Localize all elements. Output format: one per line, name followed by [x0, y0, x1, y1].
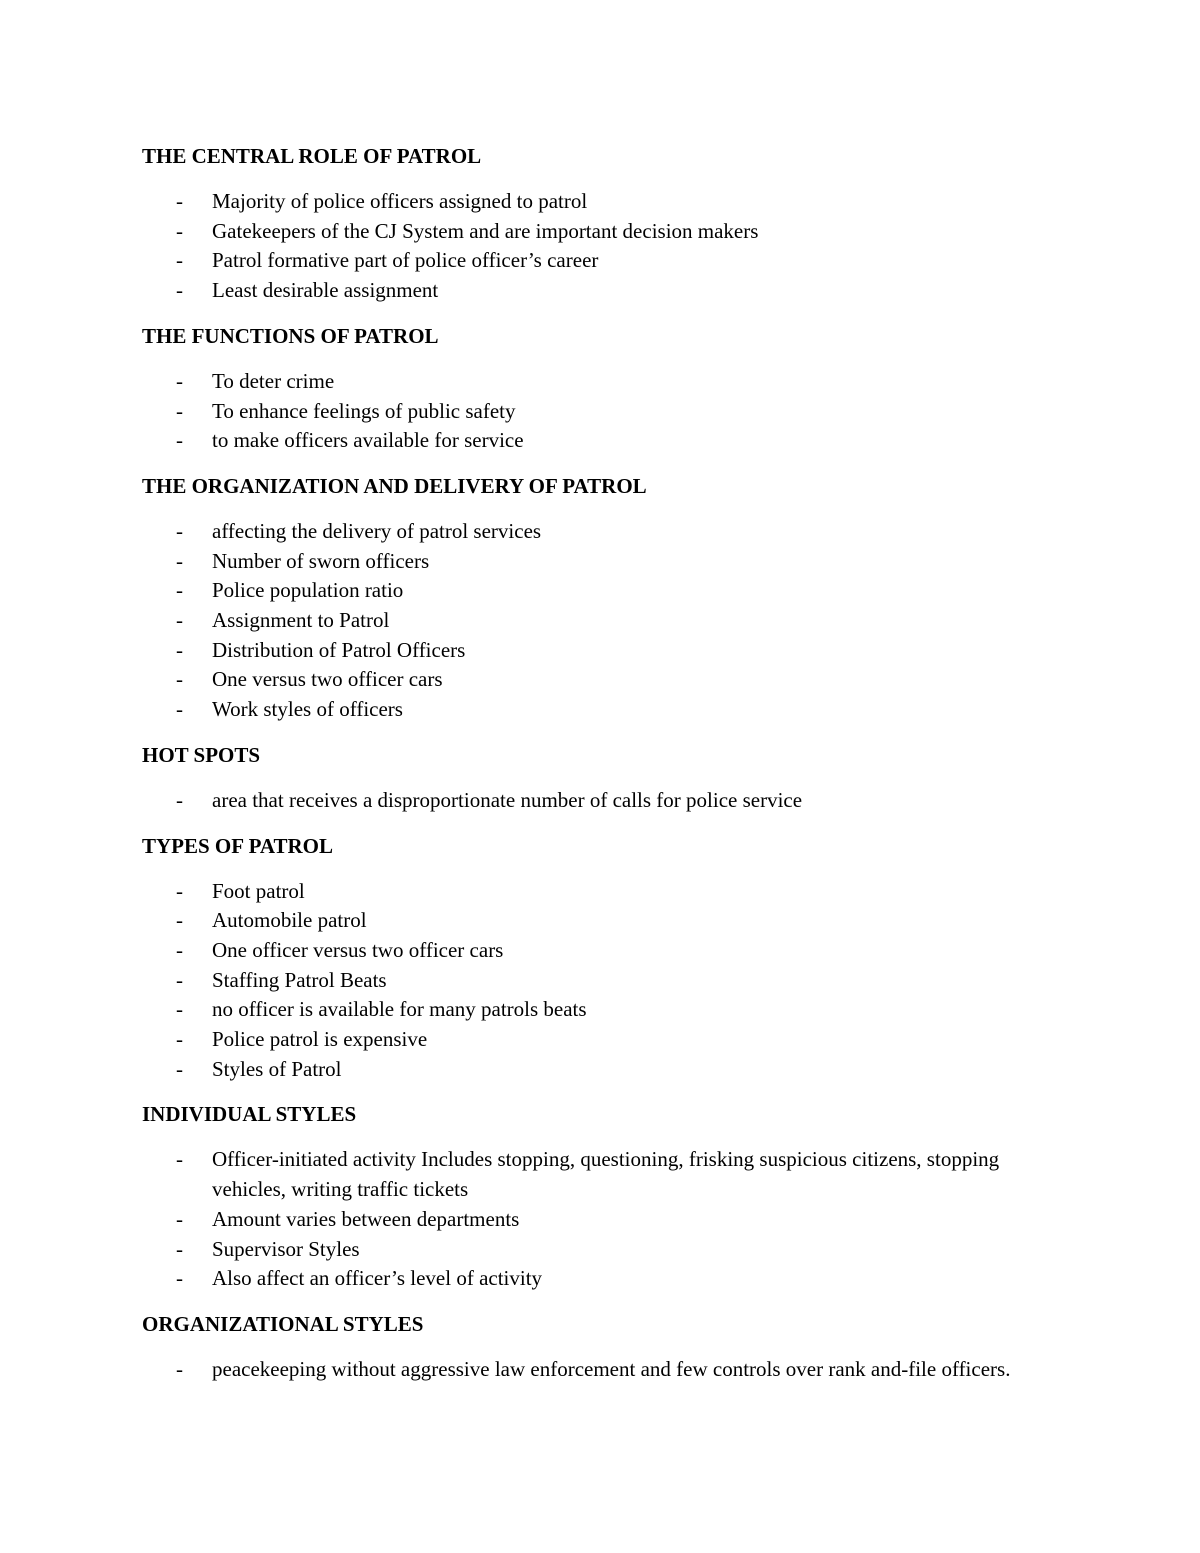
- dash-bullet: -: [176, 908, 183, 933]
- dash-bullet: -: [176, 518, 183, 543]
- section-functions: [142, 322, 1050, 456]
- list-item: - to make officers available for service: [142, 426, 1050, 456]
- list-item: - area that receives a disproportionate number of calls for police service: [142, 786, 1050, 816]
- list-item: - Also affect an officer’s level of activity: [142, 1264, 1050, 1294]
- dash-bullet: -: [176, 1356, 183, 1381]
- list-item: - One versus two officer cars: [142, 665, 1050, 695]
- bullet-list: [142, 877, 1050, 1085]
- list-item: - Foot patrol: [142, 877, 1050, 907]
- list-item: - Police population ratio: [142, 576, 1050, 606]
- list-item: - To deter crime: [142, 367, 1050, 397]
- dash-bullet: -: [176, 967, 183, 992]
- dash-bullet: -: [176, 248, 183, 273]
- list-item: - Majority of police officers assigned to patrol: [142, 187, 1050, 217]
- dash-bullet: -: [176, 997, 183, 1022]
- list-item: - Gatekeepers of the CJ System and are important decision makers: [142, 217, 1050, 247]
- bullet-list: [142, 786, 1050, 816]
- list-item: - Least desirable assignment: [142, 276, 1050, 306]
- list-item: - no officer is available for many patrols beats: [142, 995, 1050, 1025]
- dash-bullet: -: [176, 218, 183, 243]
- bullet-list: [142, 187, 1050, 306]
- section-hot-spots: [142, 741, 1050, 816]
- dash-bullet: -: [176, 1266, 183, 1291]
- dash-bullet: -: [176, 398, 183, 423]
- bullet-list: [142, 367, 1050, 456]
- dash-bullet: -: [176, 1206, 183, 1231]
- list-item: - Amount varies between departments: [142, 1205, 1050, 1235]
- dash-bullet: -: [176, 667, 183, 692]
- list-item: - Patrol formative part of police officer’s career: [142, 246, 1050, 276]
- bullet-list: [142, 1145, 1050, 1294]
- dash-bullet: -: [176, 937, 183, 962]
- list-item: - Automobile patrol: [142, 906, 1050, 936]
- dash-bullet: -: [176, 787, 183, 812]
- dash-bullet: -: [176, 637, 183, 662]
- section-heading: THE CENTRAL ROLE OF PATROL: [142, 144, 482, 168]
- dash-bullet: -: [176, 578, 183, 603]
- section-organizational-styles: [142, 1310, 1050, 1385]
- dash-bullet: -: [176, 878, 183, 903]
- dash-bullet: -: [176, 428, 183, 453]
- dash-bullet: -: [176, 278, 183, 303]
- dash-bullet: -: [176, 1236, 183, 1261]
- list-item: - Supervisor Styles: [142, 1235, 1050, 1265]
- dash-bullet: -: [176, 608, 183, 633]
- section-heading: HOT SPOTS: [142, 742, 261, 767]
- dash-bullet: -: [176, 697, 183, 722]
- section-heading: ORGANIZATIONAL STYLES: [142, 1311, 424, 1336]
- list-item: - One officer versus two officer cars: [142, 936, 1050, 966]
- list-item: - Number of sworn officers: [142, 547, 1050, 577]
- list-item: - Staffing Patrol Beats: [142, 966, 1050, 996]
- list-item: - Officer-initiated activity Includes stopping, questioning, frisking suspicious citizens, stopping vehicles, writing traffic tickets: [176, 1147, 1000, 1202]
- section-heading: THE ORGANIZATION AND DELIVERY OF PATROL: [142, 473, 647, 498]
- bullet-list: [142, 517, 1050, 725]
- bullet-list: [142, 1355, 1050, 1385]
- section-heading: TYPES OF PATROL: [142, 833, 333, 858]
- dash-bullet: -: [176, 1147, 183, 1172]
- list-item: - Styles of Patrol: [142, 1055, 1050, 1085]
- section-heading: THE FUNCTIONS OF PATROL: [142, 323, 439, 348]
- dash-bullet: -: [176, 548, 183, 573]
- dash-bullet: -: [176, 189, 183, 213]
- list-item: - peacekeeping without aggressive law enforcement and few controls over rank and-file officers.: [142, 1355, 1050, 1385]
- section-heading: INDIVIDUAL STYLES: [142, 1102, 357, 1127]
- section-individual-styles: [142, 1100, 1050, 1294]
- list-item: - Assignment to Patrol: [142, 606, 1050, 636]
- dash-bullet: -: [176, 368, 183, 393]
- list-item: - affecting the delivery of patrol services: [142, 517, 1050, 547]
- list-item: - Police patrol is expensive: [142, 1025, 1050, 1055]
- list-item: - To enhance feelings of public safety: [142, 397, 1050, 427]
- list-item: - Distribution of Patrol Officers: [142, 636, 1050, 666]
- dash-bullet: -: [176, 1027, 183, 1052]
- section-central-role: [142, 142, 1050, 306]
- section-types-of-patrol: [142, 832, 1050, 1085]
- section-organization-delivery: [142, 472, 1050, 725]
- dash-bullet: -: [176, 1056, 183, 1081]
- list-item: - Work styles of officers: [142, 695, 1050, 725]
